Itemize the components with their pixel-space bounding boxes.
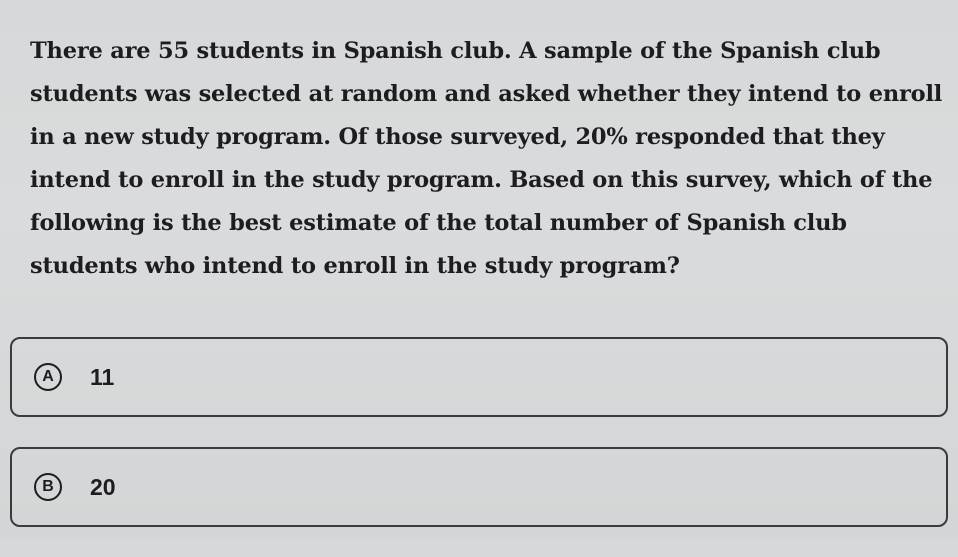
option-value-a: 11	[90, 363, 115, 390]
question-text: There are 55 students in Spanish club. A sample of the Spanish club students was selected at random and asked whether they intend to enroll in a new study program. Of those surveyed, 20% responded that they intend to enroll in the study program. Based on this survey, which of the following is the best estimate of the total number of Spanish club students who intend to enroll in the study program?	[30, 38, 943, 279]
option-value-b: 20	[90, 473, 116, 500]
option-letter-badge-a: A	[34, 363, 62, 391]
answer-option-a[interactable]	[10, 337, 948, 417]
answer-option-b[interactable]	[10, 447, 948, 527]
answer-options	[10, 337, 948, 557]
option-letter-badge-b: B	[34, 473, 62, 501]
